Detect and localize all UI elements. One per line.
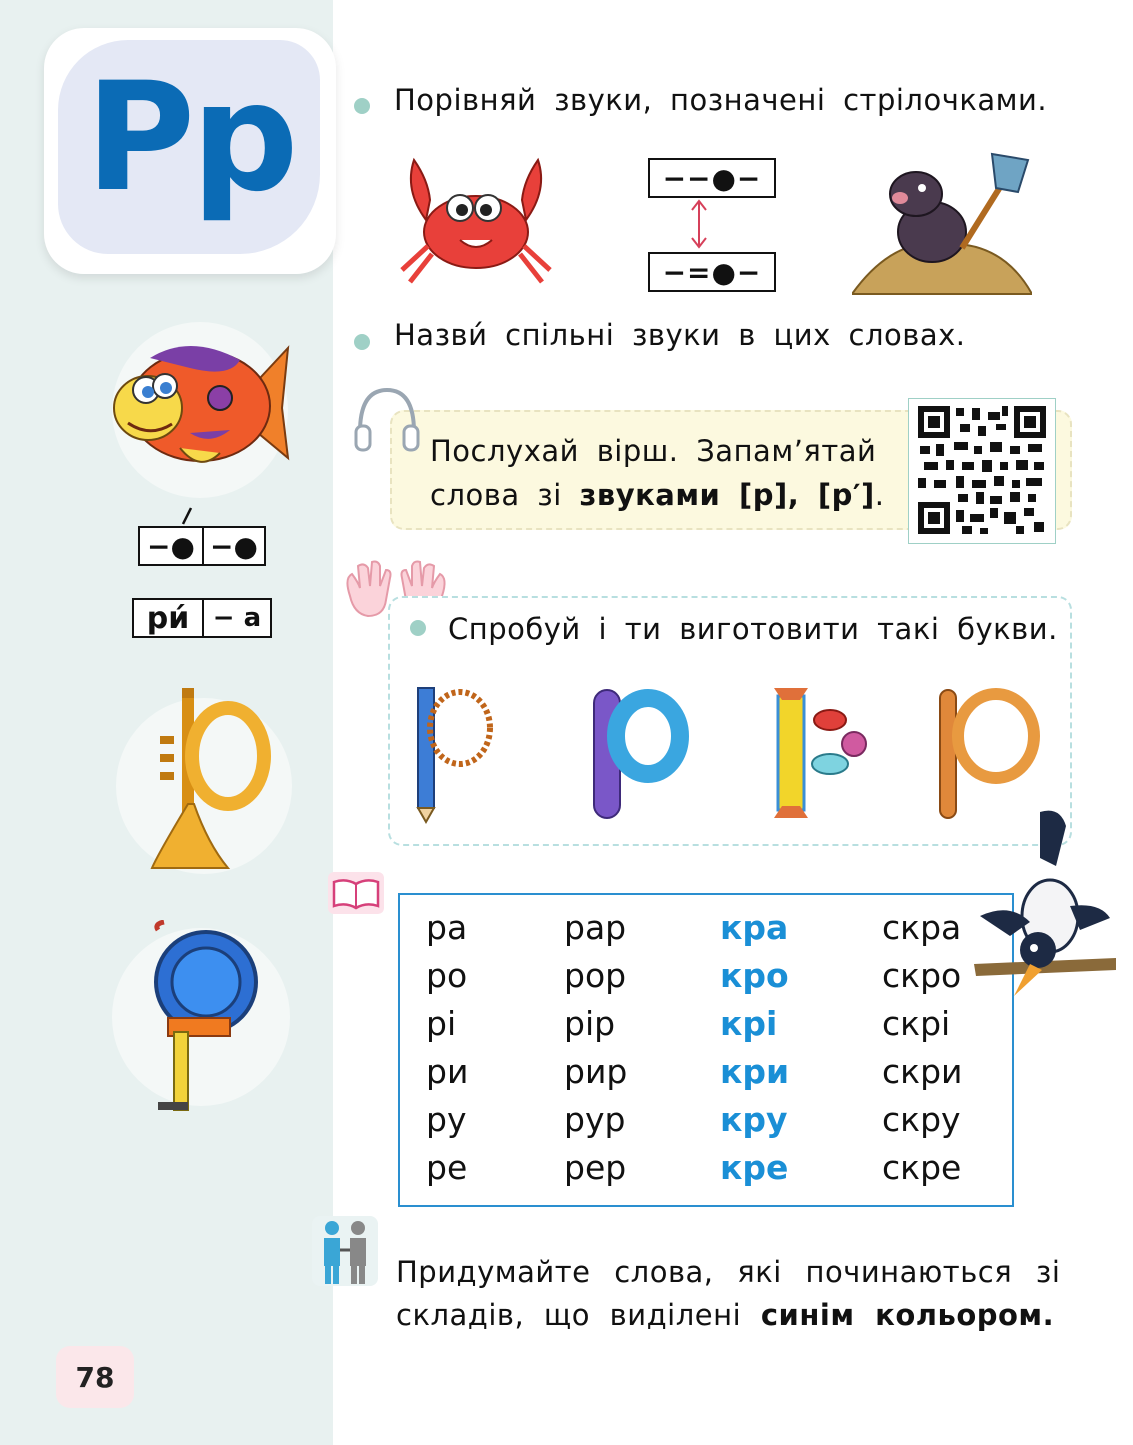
syllable-col3-1: кро bbox=[720, 956, 789, 995]
syllable-col1-0: ра bbox=[426, 908, 468, 947]
listen-line-1: Послухай вірш. Запам’ятай bbox=[430, 434, 877, 468]
listen-line-2-start: слова зі bbox=[430, 478, 580, 512]
letter-tile bbox=[44, 28, 336, 274]
syllable-col2-1: рор bbox=[564, 956, 627, 995]
plasticine-letter-icon bbox=[590, 686, 690, 822]
final-line-2 bbox=[396, 1294, 1054, 1337]
syllable-col1-3: ри bbox=[426, 1052, 469, 1091]
pencil-letter-icon bbox=[410, 684, 500, 824]
mole-icon bbox=[852, 148, 1032, 298]
syllable-col3-4: кру bbox=[720, 1100, 788, 1139]
task2-text: Назви́ спільні звуки в цих словах. bbox=[394, 318, 966, 352]
scheme-top: −−●− bbox=[648, 158, 776, 198]
stress-mark-icon bbox=[177, 504, 199, 526]
syllable-col1-2: рі bbox=[426, 1004, 457, 1043]
book-icon bbox=[328, 872, 384, 914]
syllable-col4-3: скри bbox=[882, 1052, 963, 1091]
listen-sounds-bold: звуками [р], [р′] bbox=[579, 478, 875, 512]
final-line-2-start: складів, що виділені bbox=[396, 1298, 761, 1332]
bullet-3 bbox=[410, 620, 426, 636]
fish-icon bbox=[110, 338, 290, 478]
syllable-rest: − а bbox=[202, 600, 270, 636]
syllable-col2-0: рар bbox=[564, 908, 627, 947]
listen-line-2-end: . bbox=[874, 478, 885, 512]
syllable-col2-5: рер bbox=[564, 1148, 627, 1187]
qr-code[interactable] bbox=[916, 404, 1048, 536]
page-number: 78 bbox=[56, 1346, 134, 1408]
task1-text: Порівняй звуки, позначені стрілочками. bbox=[394, 83, 1048, 117]
bullet-1 bbox=[354, 98, 370, 114]
syllable-col2-4: рур bbox=[564, 1100, 626, 1139]
final-line-1: Придумайте слова, які починаються зі bbox=[396, 1255, 1061, 1289]
people-icon bbox=[312, 1216, 378, 1286]
syllable-col2-3: рир bbox=[564, 1052, 628, 1091]
headphones-icon bbox=[352, 384, 422, 460]
syllable-col3-2: крі bbox=[720, 1004, 778, 1043]
scheme-bottom: −=●− bbox=[648, 252, 776, 292]
bagel-letter-icon bbox=[936, 686, 1046, 822]
syllable-col4-0: скра bbox=[882, 908, 962, 947]
syllable-col1-1: ро bbox=[426, 956, 468, 995]
letter-heading: Рр bbox=[85, 51, 295, 225]
syllable-col4-5: скре bbox=[882, 1148, 962, 1187]
listen-line-2 bbox=[430, 478, 885, 512]
final-bold-phrase: синім кольором. bbox=[760, 1298, 1055, 1332]
scheme-cell-1: −● bbox=[147, 529, 195, 563]
syllable-col3-5: кре bbox=[720, 1148, 789, 1187]
syllable-col3-0: кра bbox=[720, 908, 789, 947]
syllable-col3-3: кри bbox=[720, 1052, 790, 1091]
task3-text: Спробуй і ти виготовити такі букви. bbox=[448, 612, 1058, 646]
crab-icon bbox=[396, 150, 556, 290]
syllable-col4-1: скро bbox=[882, 956, 962, 995]
double-arrow-icon bbox=[686, 198, 712, 250]
syllable-col1-4: ру bbox=[426, 1100, 467, 1139]
candy-letter-icon bbox=[770, 682, 880, 822]
syllable-col2-2: рір bbox=[564, 1004, 616, 1043]
scheme-cell-2: −● bbox=[202, 528, 264, 564]
fish-syllable-scheme bbox=[132, 598, 272, 638]
bullet-2 bbox=[354, 334, 370, 350]
syllable-col4-4: скру bbox=[882, 1100, 961, 1139]
trumpet-icon bbox=[148, 684, 278, 874]
magpie-icon bbox=[970, 806, 1120, 1002]
fish-sound-scheme bbox=[138, 526, 266, 566]
tape-measure-icon bbox=[148, 920, 268, 1115]
syllable-col4-2: скрі bbox=[882, 1004, 951, 1043]
syllable-col1-5: ре bbox=[426, 1148, 468, 1187]
syllable-ry: ри́ bbox=[146, 600, 190, 636]
